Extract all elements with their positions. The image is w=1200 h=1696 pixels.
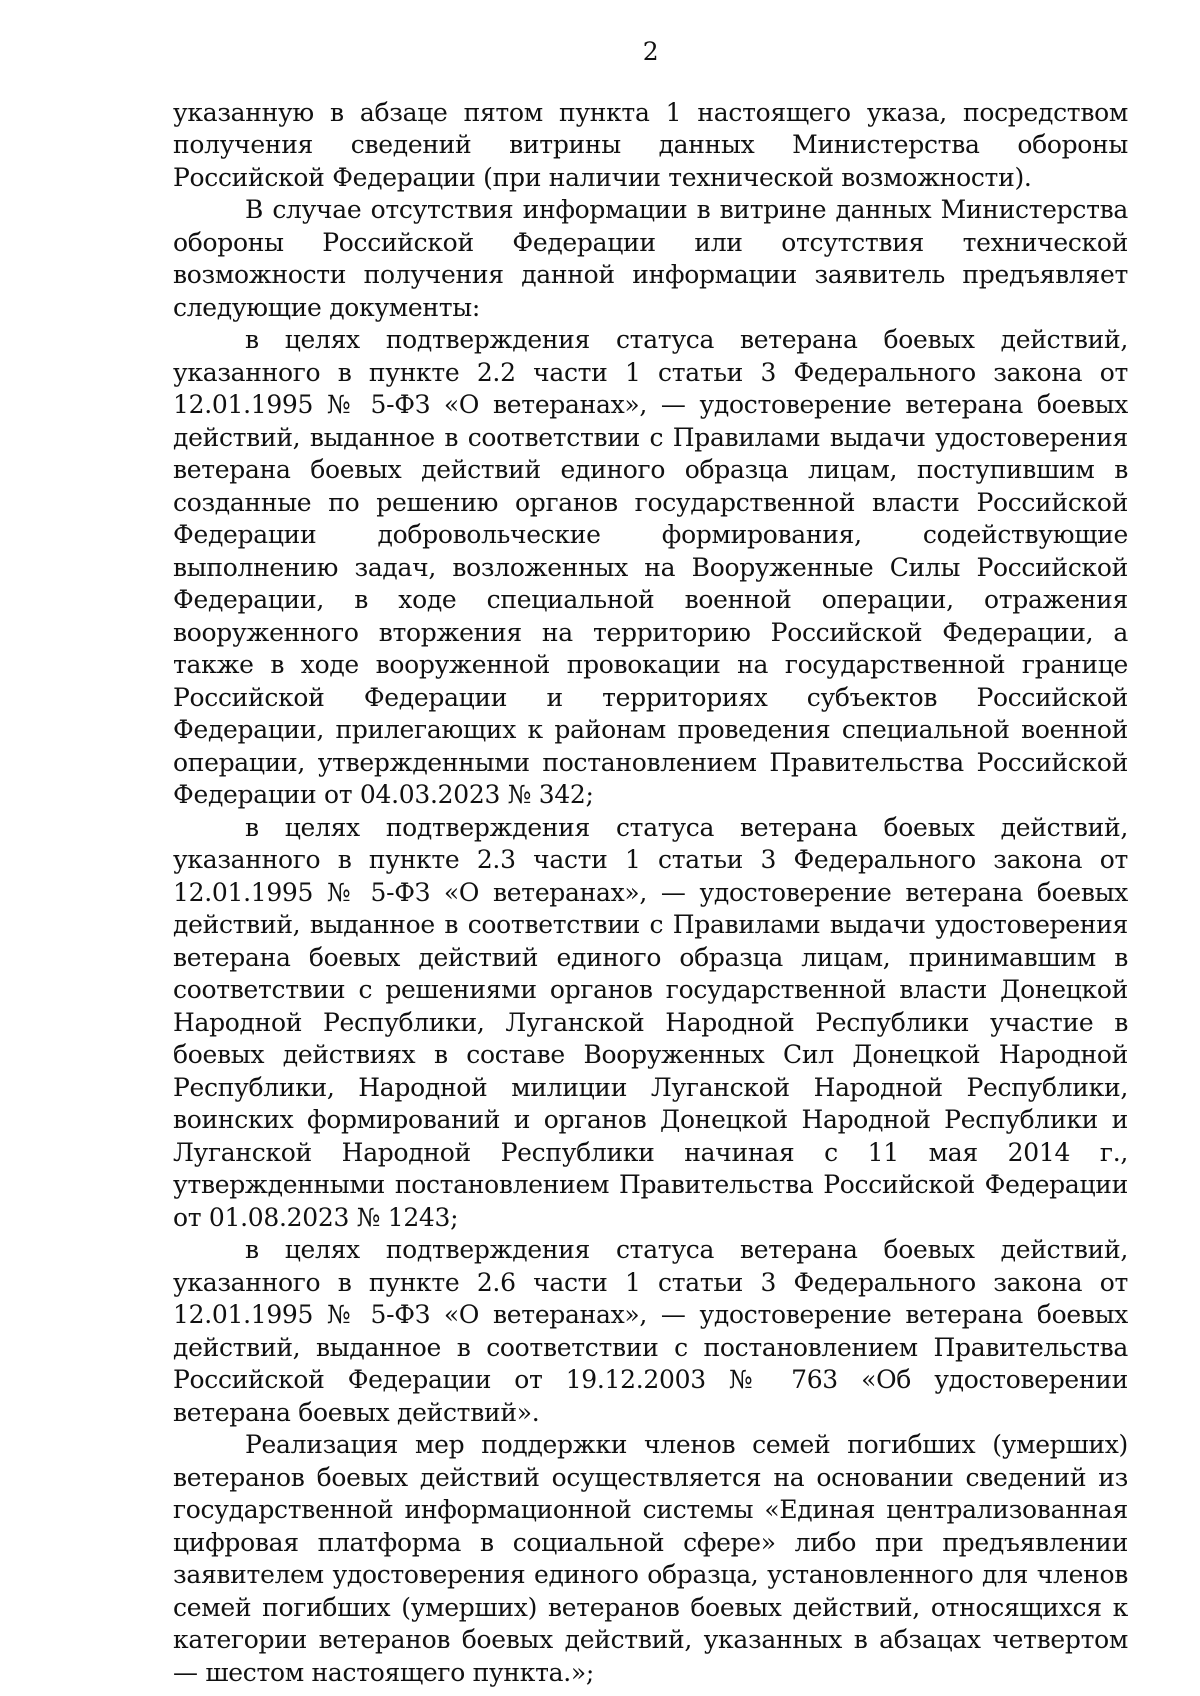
document-page <box>173 36 1128 1689</box>
document-body <box>173 97 1128 1690</box>
page-number: 2 <box>642 37 659 66</box>
paragraph: Реализация мер поддержки членов семей погибших (умерших) ветеранов боевых действий осуществляется на основании сведений из государственной информационной системы «Единая централизованная цифровая платформа в социальной сфере» либо при предъявлении заявителем удостоверения единого образца, установленного для членов семей погибших (умерших) ветеранов боевых действий, относящихся к категории ветеранов боевых действий, указанных в абзацах четвертом — шестом настоящего пункта.»; <box>173 1430 1128 1687</box>
paragraph: в целях подтверждения статуса ветерана боевых действий, указанного в пункте 2.3 части 1 статьи 3 Федерального закона от 12.01.1995 № 5-ФЗ «О ветеранах», — удостоверение ветерана боевых действий, выданное в соответствии с Правилами выдачи удостоверения ветерана боевых действий единого образца лицам, принимавшим в соответствии с решениями органов государственной власти Донецкой Народной Республики, Луганской Народной Республики участие в боевых действиях в составе Вооруженных Сил Донецкой Народной Республики, Народной милиции Луганской Народной Республики, воинских формирований и органов Донецкой Народной Республики и Луганской Народной Республики начиная с 11 мая 2014 г., утвержденными постановлением Правительства Российской Федерации от 01.08.2023 № 1243; <box>173 812 1128 1232</box>
paragraph: указанную в абзаце пятом пункта 1 настоящего указа, посредством получения сведений витрины данных Министерства обороны Российской Федерации (при наличии технической возможности). <box>173 97 1128 192</box>
paragraph: в целях подтверждения статуса ветерана боевых действий, указанного в пункте 2.6 части 1 статьи 3 Федерального закона от 12.01.1995 № 5-ФЗ «О ветеранах», — удостоверение ветерана боевых действий, выданное в соответствии с постановлением Правительства Российской Федерации от 19.12.2003 № 763 «Об удостоверении ветерана боевых действий». <box>173 1235 1128 1427</box>
paragraph: в целях подтверждения статуса ветерана боевых действий, указанного в пункте 2.2 части 1 статьи 3 Федерального закона от 12.01.1995 № 5-ФЗ «О ветеранах», — удостоверение ветерана боевых действий, выданное в соответствии с Правилами выдачи удостоверения ветерана боевых действий единого образца лицам, поступившим в созданные по решению органов государственной власти Российской Федерации добровольческие формирования, содействующие выполнению задач, возложенных на Вооруженные Силы Российской Федерации, в ходе специальной военной операции, отражения вооруженного вторжения на территорию Российской Федерации, а также в ходе вооруженной провокации на государственной границе Российской Федерации и территориях субъектов Российской Федерации, прилегающих к районам проведения специальной военной операции, утвержденными постановлением Правительства Российской Федерации от 04.03.2023 № 342; <box>173 325 1128 809</box>
paragraph: В случае отсутствия информации в витрине данных Министерства обороны Российской Федерации или отсутствия технической возможности получения данной информации заявитель предъявляет следующие документы: <box>173 195 1128 322</box>
